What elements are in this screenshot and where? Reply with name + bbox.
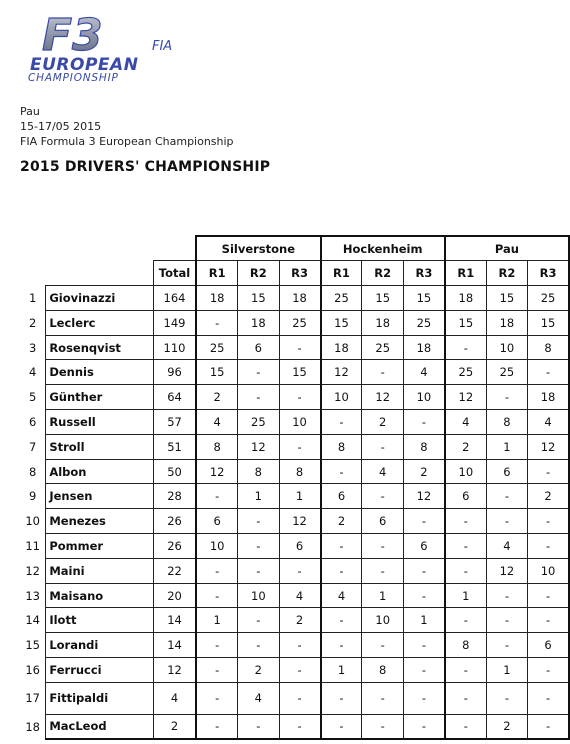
race-header: R2 bbox=[362, 261, 403, 286]
series-name: FIA Formula 3 European Championship bbox=[20, 135, 234, 148]
venue-header: Hockenheim bbox=[321, 236, 445, 261]
race-points-cell: 10 bbox=[486, 335, 527, 360]
race-points-cell: 10 bbox=[196, 534, 237, 559]
race-header: R3 bbox=[528, 261, 569, 286]
position-cell: 18 bbox=[25, 719, 40, 734]
table-row bbox=[20, 682, 569, 714]
race-points-cell: - bbox=[528, 714, 569, 739]
race-points-cell: 12 bbox=[486, 558, 527, 583]
race-points-cell: 2 bbox=[196, 385, 237, 410]
race-points-cell: 15 bbox=[238, 286, 279, 311]
race-points-cell: 1 bbox=[321, 658, 362, 683]
race-points-cell: - bbox=[445, 534, 486, 559]
table-row bbox=[20, 534, 569, 559]
table-row bbox=[20, 459, 569, 484]
race-points-cell: - bbox=[528, 360, 569, 385]
svg-text:F3: F3 bbox=[42, 10, 103, 61]
race-points-cell: 6 bbox=[279, 534, 320, 559]
race-points-cell: - bbox=[321, 633, 362, 658]
table-row bbox=[20, 608, 569, 633]
race-header: R1 bbox=[321, 261, 362, 286]
race-points-cell: 25 bbox=[528, 286, 569, 311]
race-points-cell: 6 bbox=[321, 484, 362, 509]
race-points-cell: - bbox=[403, 633, 444, 658]
race-points-cell: 10 bbox=[362, 608, 403, 633]
race-points-cell: - bbox=[321, 410, 362, 435]
race-points-cell: - bbox=[279, 633, 320, 658]
race-points-cell: 10 bbox=[403, 385, 444, 410]
race-header: R2 bbox=[486, 261, 527, 286]
race-points-cell: 1 bbox=[196, 608, 237, 633]
race-points-cell: - bbox=[486, 583, 527, 608]
driver-name-cell: Maisano bbox=[46, 583, 154, 608]
race-points-cell: - bbox=[486, 608, 527, 633]
race-points-cell: 1 bbox=[486, 658, 527, 683]
position-cell: 14 bbox=[25, 613, 40, 628]
event-dates: 15-17/05 2015 bbox=[20, 120, 102, 133]
driver-name-cell: Menezes bbox=[46, 509, 154, 534]
f3-european-championship-logo bbox=[24, 8, 199, 84]
driver-name-cell: Fittipaldi bbox=[46, 682, 154, 714]
race-points-cell: - bbox=[486, 484, 527, 509]
race-points-cell: 2 bbox=[279, 608, 320, 633]
table-row bbox=[20, 434, 569, 459]
race-points-cell: 6 bbox=[528, 633, 569, 658]
total-points-cell: 26 bbox=[153, 534, 196, 559]
position-cell: 9 bbox=[29, 489, 37, 504]
race-points-cell: - bbox=[445, 608, 486, 633]
race-points-cell: 4 bbox=[486, 534, 527, 559]
race-points-cell: 18 bbox=[362, 310, 403, 335]
race-points-cell: - bbox=[279, 335, 320, 360]
race-points-cell: - bbox=[196, 633, 237, 658]
venue-header: Pau bbox=[445, 236, 569, 261]
driver-name-cell: Leclerc bbox=[46, 310, 154, 335]
race-points-cell: - bbox=[528, 583, 569, 608]
position-cell: 1 bbox=[29, 290, 37, 305]
race-points-cell: - bbox=[238, 558, 279, 583]
driver-name-cell: Jensen bbox=[46, 484, 154, 509]
race-points-cell: 1 bbox=[279, 484, 320, 509]
race-points-cell: - bbox=[486, 633, 527, 658]
race-points-cell: 2 bbox=[238, 658, 279, 683]
driver-name-cell: Ferrucci bbox=[46, 658, 154, 683]
table-row bbox=[20, 633, 569, 658]
total-points-cell: 26 bbox=[153, 509, 196, 534]
race-points-cell: - bbox=[403, 658, 444, 683]
race-points-cell: 8 bbox=[403, 434, 444, 459]
race-points-cell: 25 bbox=[362, 335, 403, 360]
table-row bbox=[20, 385, 569, 410]
race-points-cell: 12 bbox=[238, 434, 279, 459]
race-points-cell: 1 bbox=[445, 583, 486, 608]
driver-name-cell: Maini bbox=[46, 558, 154, 583]
race-points-cell: - bbox=[321, 714, 362, 739]
total-points-cell: 20 bbox=[153, 583, 196, 608]
race-points-cell: - bbox=[403, 558, 444, 583]
position-cell: 5 bbox=[29, 390, 37, 405]
race-points-cell: 10 bbox=[528, 558, 569, 583]
race-points-cell: 15 bbox=[486, 286, 527, 311]
race-points-cell: - bbox=[362, 558, 403, 583]
total-points-cell: 28 bbox=[153, 484, 196, 509]
total-points-cell: 51 bbox=[153, 434, 196, 459]
race-points-cell: 25 bbox=[321, 286, 362, 311]
table-row bbox=[20, 410, 569, 435]
race-points-cell: 18 bbox=[403, 335, 444, 360]
race-points-cell: 12 bbox=[403, 484, 444, 509]
driver-name-cell: Lorandi bbox=[46, 633, 154, 658]
race-points-cell: - bbox=[362, 682, 403, 714]
race-points-cell: - bbox=[445, 682, 486, 714]
race-points-cell: 25 bbox=[196, 335, 237, 360]
race-points-cell: - bbox=[403, 583, 444, 608]
race-points-cell: 25 bbox=[279, 310, 320, 335]
race-points-cell: 18 bbox=[196, 286, 237, 311]
race-header: R3 bbox=[279, 261, 320, 286]
race-points-cell: - bbox=[321, 682, 362, 714]
race-points-cell: 10 bbox=[321, 385, 362, 410]
race-points-cell: 12 bbox=[362, 385, 403, 410]
race-points-cell: 12 bbox=[445, 385, 486, 410]
position-cell: 6 bbox=[29, 414, 37, 429]
race-points-cell: - bbox=[362, 534, 403, 559]
driver-name-cell: Ilott bbox=[46, 608, 154, 633]
table-row bbox=[20, 484, 569, 509]
race-points-cell: - bbox=[445, 558, 486, 583]
race-points-cell: 4 bbox=[445, 410, 486, 435]
race-points-cell: 2 bbox=[486, 714, 527, 739]
race-points-cell: - bbox=[196, 682, 237, 714]
race-points-cell: 15 bbox=[362, 286, 403, 311]
race-points-cell: - bbox=[403, 410, 444, 435]
race-points-cell: - bbox=[279, 682, 320, 714]
driver-name-cell: Giovinazzi bbox=[46, 286, 154, 311]
race-points-cell: - bbox=[445, 714, 486, 739]
race-points-cell: 8 bbox=[196, 434, 237, 459]
race-points-cell: - bbox=[321, 608, 362, 633]
race-points-cell: - bbox=[528, 682, 569, 714]
race-points-cell: - bbox=[321, 459, 362, 484]
race-points-cell: 8 bbox=[362, 658, 403, 683]
position-cell: 8 bbox=[29, 464, 37, 479]
race-points-cell: - bbox=[279, 385, 320, 410]
race-points-cell: 12 bbox=[279, 509, 320, 534]
table-row bbox=[20, 658, 569, 683]
race-points-cell: 1 bbox=[486, 434, 527, 459]
race-points-cell: 12 bbox=[528, 434, 569, 459]
race-points-cell: 8 bbox=[279, 459, 320, 484]
race-points-cell: - bbox=[196, 714, 237, 739]
race-points-cell: 8 bbox=[445, 633, 486, 658]
total-points-cell: 110 bbox=[153, 335, 196, 360]
race-points-cell: 10 bbox=[238, 583, 279, 608]
race-points-cell: - bbox=[196, 484, 237, 509]
race-points-cell: 18 bbox=[279, 286, 320, 311]
race-points-cell: 25 bbox=[445, 360, 486, 385]
venue-header-row bbox=[20, 236, 569, 261]
total-points-cell: 57 bbox=[153, 410, 196, 435]
table-row bbox=[20, 310, 569, 335]
logo-fia-text: FIA bbox=[152, 39, 173, 54]
driver-name-cell: Stroll bbox=[46, 434, 154, 459]
table-row bbox=[20, 558, 569, 583]
f3-mark-icon bbox=[42, 10, 103, 61]
race-points-cell: 1 bbox=[238, 484, 279, 509]
race-points-cell: - bbox=[321, 534, 362, 559]
race-points-cell: 18 bbox=[321, 335, 362, 360]
event-location: Pau bbox=[20, 105, 40, 118]
position-cell: 11 bbox=[25, 538, 40, 553]
race-points-cell: - bbox=[196, 658, 237, 683]
race-points-cell: - bbox=[238, 714, 279, 739]
race-points-cell: - bbox=[486, 385, 527, 410]
race-points-cell: - bbox=[279, 714, 320, 739]
table-row bbox=[20, 360, 569, 385]
race-points-cell: - bbox=[238, 385, 279, 410]
total-header: Total bbox=[153, 261, 196, 286]
race-points-cell: 15 bbox=[445, 310, 486, 335]
race-points-cell: 4 bbox=[528, 410, 569, 435]
race-points-cell: 8 bbox=[486, 410, 527, 435]
total-points-cell: 149 bbox=[153, 310, 196, 335]
position-cell: 2 bbox=[29, 315, 37, 330]
race-points-cell: 4 bbox=[238, 682, 279, 714]
race-points-cell: 2 bbox=[528, 484, 569, 509]
race-points-cell: - bbox=[196, 583, 237, 608]
race-points-cell: - bbox=[528, 459, 569, 484]
race-points-cell: 15 bbox=[196, 360, 237, 385]
race-points-cell: - bbox=[362, 714, 403, 739]
position-cell: 15 bbox=[25, 638, 40, 653]
total-points-cell: 50 bbox=[153, 459, 196, 484]
total-points-cell: 96 bbox=[153, 360, 196, 385]
total-points-cell: 2 bbox=[153, 714, 196, 739]
position-cell: 13 bbox=[25, 588, 40, 603]
total-points-cell: 22 bbox=[153, 558, 196, 583]
race-points-cell: 1 bbox=[362, 583, 403, 608]
race-points-cell: 18 bbox=[238, 310, 279, 335]
position-cell: 3 bbox=[29, 340, 37, 355]
race-points-cell: 6 bbox=[445, 484, 486, 509]
race-points-cell: 8 bbox=[238, 459, 279, 484]
driver-name-cell: Rosenqvist bbox=[46, 335, 154, 360]
race-points-cell: - bbox=[238, 360, 279, 385]
race-points-cell: 18 bbox=[445, 286, 486, 311]
race-points-cell: 8 bbox=[528, 335, 569, 360]
race-points-cell: 4 bbox=[196, 410, 237, 435]
race-points-cell: - bbox=[403, 714, 444, 739]
race-points-cell: - bbox=[445, 658, 486, 683]
total-points-cell: 64 bbox=[153, 385, 196, 410]
race-points-cell: 25 bbox=[486, 360, 527, 385]
race-points-cell: - bbox=[528, 608, 569, 633]
driver-name-cell: Albon bbox=[46, 459, 154, 484]
race-points-cell: 12 bbox=[196, 459, 237, 484]
race-points-cell: 15 bbox=[279, 360, 320, 385]
race-points-cell: - bbox=[445, 335, 486, 360]
race-points-cell: 25 bbox=[238, 410, 279, 435]
race-points-cell: - bbox=[403, 509, 444, 534]
position-cell: 7 bbox=[29, 439, 37, 454]
race-points-cell: - bbox=[196, 558, 237, 583]
race-points-cell: 4 bbox=[362, 459, 403, 484]
race-points-cell: 2 bbox=[403, 459, 444, 484]
total-points-cell: 14 bbox=[153, 633, 196, 658]
race-points-cell: - bbox=[528, 658, 569, 683]
race-points-cell: 12 bbox=[321, 360, 362, 385]
race-points-cell: 2 bbox=[362, 410, 403, 435]
race-points-cell: 6 bbox=[238, 335, 279, 360]
race-points-cell: - bbox=[238, 534, 279, 559]
race-points-cell: - bbox=[238, 633, 279, 658]
driver-name-cell: Günther bbox=[46, 385, 154, 410]
race-points-cell: 15 bbox=[528, 310, 569, 335]
race-points-cell: 15 bbox=[403, 286, 444, 311]
race-points-cell: 6 bbox=[196, 509, 237, 534]
race-points-cell: - bbox=[486, 509, 527, 534]
table-row bbox=[20, 335, 569, 360]
race-header: R1 bbox=[445, 261, 486, 286]
race-points-cell: 6 bbox=[403, 534, 444, 559]
race-points-cell: 10 bbox=[279, 410, 320, 435]
driver-name-cell: MacLeod bbox=[46, 714, 154, 739]
race-points-cell: - bbox=[528, 509, 569, 534]
race-points-cell: - bbox=[403, 682, 444, 714]
race-header: R2 bbox=[238, 261, 279, 286]
race-header: R1 bbox=[196, 261, 237, 286]
race-points-cell: 4 bbox=[279, 583, 320, 608]
total-points-cell: 164 bbox=[153, 286, 196, 311]
table-row bbox=[20, 714, 569, 739]
race-points-cell: 8 bbox=[321, 434, 362, 459]
race-points-cell: - bbox=[196, 310, 237, 335]
race-points-cell: - bbox=[238, 608, 279, 633]
race-header: R3 bbox=[403, 261, 444, 286]
race-points-cell: 25 bbox=[403, 310, 444, 335]
race-points-cell: - bbox=[528, 534, 569, 559]
total-points-cell: 4 bbox=[153, 682, 196, 714]
race-points-cell: 6 bbox=[486, 459, 527, 484]
position-cell: 17 bbox=[25, 691, 40, 706]
race-points-cell: 6 bbox=[362, 509, 403, 534]
drivers-standings-table bbox=[20, 235, 570, 740]
logo-european-text: EUROPEAN bbox=[30, 55, 139, 75]
table-row bbox=[20, 583, 569, 608]
race-points-cell: - bbox=[279, 434, 320, 459]
driver-name-cell: Dennis bbox=[46, 360, 154, 385]
race-points-cell: 10 bbox=[445, 459, 486, 484]
race-points-cell: - bbox=[362, 434, 403, 459]
position-cell: 16 bbox=[25, 662, 40, 677]
race-points-cell: - bbox=[279, 558, 320, 583]
race-points-cell: - bbox=[238, 509, 279, 534]
position-cell: 4 bbox=[29, 365, 37, 380]
race-points-cell: 15 bbox=[321, 310, 362, 335]
race-points-cell: 18 bbox=[486, 310, 527, 335]
race-header-row bbox=[20, 261, 569, 286]
race-points-cell: - bbox=[486, 682, 527, 714]
total-points-cell: 14 bbox=[153, 608, 196, 633]
table-row bbox=[20, 509, 569, 534]
position-cell: 12 bbox=[25, 563, 40, 578]
total-points-cell: 12 bbox=[153, 658, 196, 683]
driver-name-cell: Russell bbox=[46, 410, 154, 435]
driver-name-cell: Pommer bbox=[46, 534, 154, 559]
position-cell: 10 bbox=[25, 514, 40, 529]
race-points-cell: 4 bbox=[403, 360, 444, 385]
race-points-cell: - bbox=[362, 633, 403, 658]
venue-header: Silverstone bbox=[196, 236, 320, 261]
race-points-cell: 2 bbox=[445, 434, 486, 459]
race-points-cell: 18 bbox=[528, 385, 569, 410]
document-title: 2015 DRIVERS' CHAMPIONSHIP bbox=[20, 159, 271, 175]
race-points-cell: 1 bbox=[403, 608, 444, 633]
race-points-cell: - bbox=[362, 360, 403, 385]
race-points-cell: 2 bbox=[321, 509, 362, 534]
race-points-cell: - bbox=[445, 509, 486, 534]
race-points-cell: 4 bbox=[321, 583, 362, 608]
logo-championship-text: CHAMPIONSHIP bbox=[28, 72, 119, 84]
race-points-cell: - bbox=[362, 484, 403, 509]
table-row bbox=[20, 286, 569, 311]
race-points-cell: - bbox=[279, 658, 320, 683]
race-points-cell: - bbox=[321, 558, 362, 583]
